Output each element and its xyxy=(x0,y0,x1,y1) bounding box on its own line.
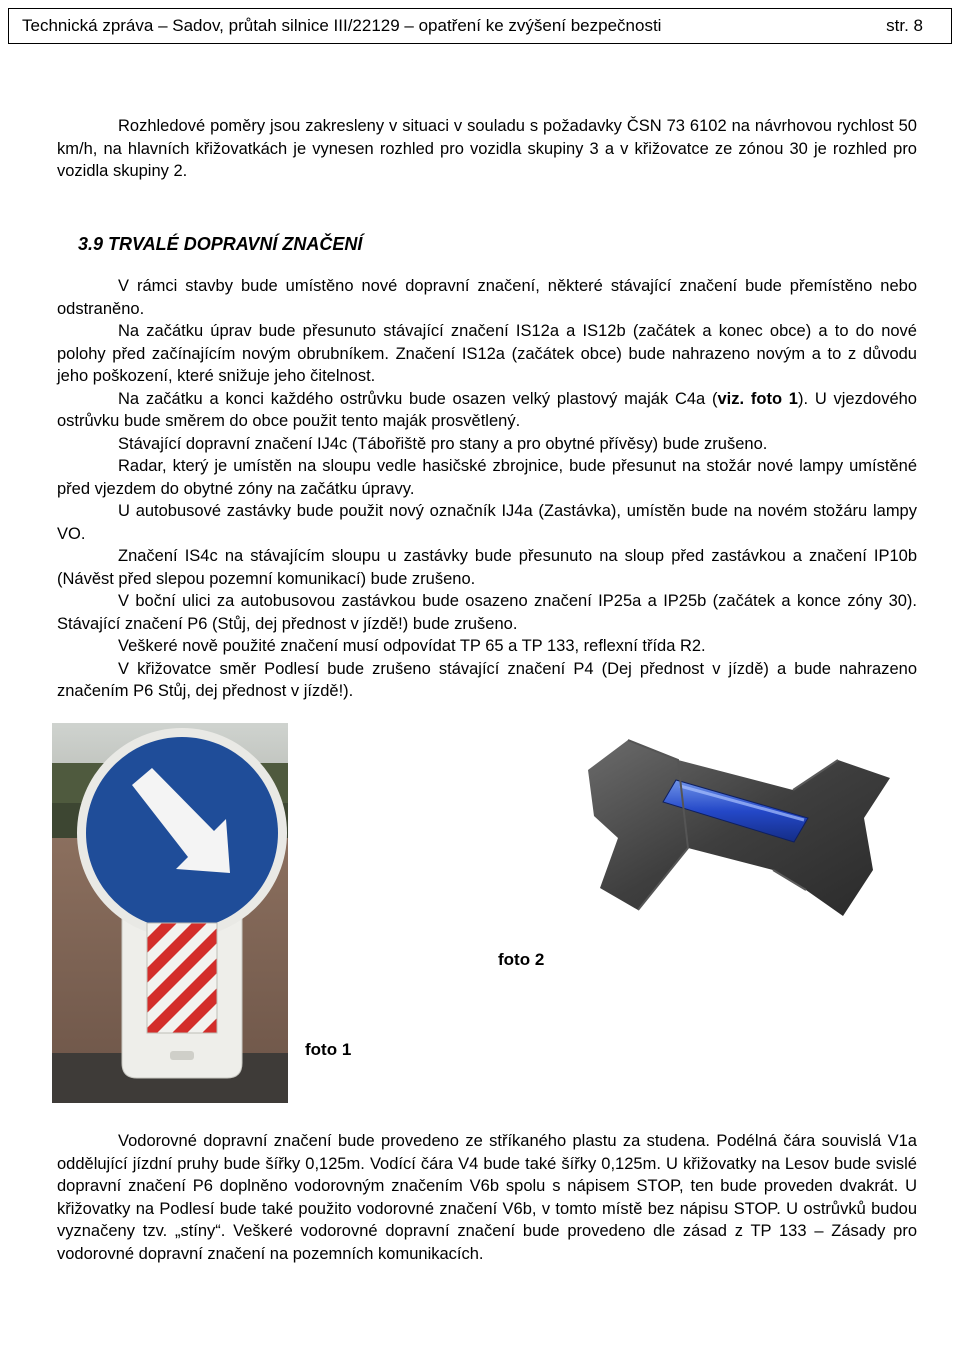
photo-reference: viz. foto 1 xyxy=(717,389,798,408)
beacon-photo-illustration xyxy=(52,723,288,1103)
section-paragraph xyxy=(57,388,917,433)
section-paragraph: Stávající dopravní značení IJ4c (Tábořiště pro stany a pro obytné přívěsy) bude zrušeno. xyxy=(118,434,768,453)
document-title: Technická zpráva – Sadov, průtah silnice III/22129 – opatření ke zvýšení bezpečnosti xyxy=(22,16,662,35)
section-body xyxy=(57,275,917,703)
section-paragraph: Veškeré nově použité značení musí odpovídat TP 65 a TP 133, reflexní třída R2. xyxy=(118,637,706,655)
section-paragraph: V rámci stavby bude umístěno nové dopravní značení, některé stávající značení bude přemístěno nebo odstraněno. xyxy=(57,277,917,318)
section-paragraph: V boční ulici za autobusovou zastávkou bude osazeno značení IP25a a IP25b (začátek a konce zóny 30). Stávající značení P6 (Stůj, dej přednost v jízdě!) bude zrušeno. xyxy=(57,592,917,633)
foto1-caption: foto 1 xyxy=(305,1040,352,1059)
section-paragraph: V křižovatce směr Podlesí bude zrušeno stávající značení P4 (Dej přednost v jízdě) a bude nahrazeno značením P6 Stůj, dej přednost v jízdě!). xyxy=(57,659,917,700)
foto2-caption: foto 2 xyxy=(498,950,545,969)
section-paragraph: Radar, který je umístěn na sloupu vedle hasičské zbrojnice, bude přesunut na stožár nové lampy umístěné před vjezdem do obytné zóny na začátku úpravy. xyxy=(57,457,917,498)
section-paragraph: U autobusové zastávky bude použit nový označník IJ4a (Zastávka), umístěn bude na novém stožáru lampy VO. xyxy=(57,502,917,543)
photo-beacon xyxy=(52,723,288,1103)
page-number: str. 8 xyxy=(886,16,923,35)
page-header xyxy=(8,8,952,44)
photo-road-stud xyxy=(568,720,904,926)
section-paragraph: Značení IS4c na stávajícím sloupu u zastávky bude přesunuto na sloup před zastávkou a značení IP10b (Návěst před slepou pozemní komunikací) bude zrušeno. xyxy=(57,547,917,588)
section-paragraph: Na začátku úprav bude přesunuto stávající značení IS12a a IS12b (začátek a konec obce) a to do nové polohy před začínajícím novým obrubníkem. Značení IS12a (začátek obce) bude nahrazeno novým a to z důvodu jeho poškození, které snižuje jeho čitelnost. xyxy=(57,322,917,385)
road-stud-illustration xyxy=(568,720,904,926)
text-run: ). U vjezdového ostrůvku bude směrem do obce použit tento maják prosvětlený. xyxy=(57,389,917,430)
text-run: Na začátku a konci každého ostrůvku bude osazen velký plastový maják C4a ( xyxy=(118,389,718,408)
intro-block xyxy=(57,115,917,183)
closing-block xyxy=(57,1130,917,1265)
section-heading: 3.9 TRVALÉ DOPRAVNÍ ZNAČENÍ xyxy=(78,234,363,254)
intro-paragraph: Rozhledové poměry jsou zakresleny v situaci v souladu s požadavky ČSN 73 6102 na návrhovou rychlost 50 km/h, na hlavních křižovatkách je vynesen rozhled pro vozidla skupiny 3 a v křižovatce ze zónou 30 je rozhled pro vozidla skupiny 2. xyxy=(57,117,917,180)
closing-paragraph: Vodorovné dopravní značení bude provedeno ze stříkaného plastu za studena. Podélná čára souvislá V1a oddělující jízdní pruhy bude šířky 0,125m. Vodící čára V4 bude také šířky 0,125m. U křižovatky na Lesov bude svislé dopravní značení P6 doplněno vodorovným značením V6b spolu s nápisem STOP, ten bude proveden dvakrát. U křižovatky na Podlesí bude také použito vodorovné značení V6b, v tomto místě bez nápisu STOP. U ostrůvků budou vyznačeny tzv. „stíny“. Veškeré vodorovné dopravní značení bude provedeno dle zásad z TP 133 – Zásady pro vodorovné dopravní značení na pozemních komunikacích. xyxy=(57,1132,917,1263)
